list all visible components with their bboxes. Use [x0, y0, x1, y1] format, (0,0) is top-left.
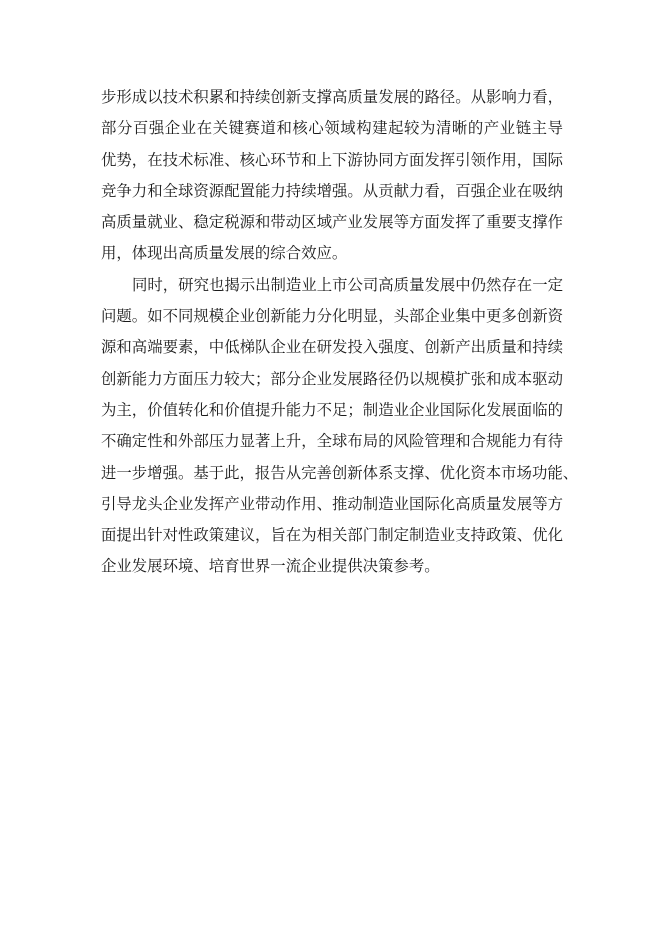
- paragraph-2-line-3: 源和高端要素，中低梯队企业在研发投入强度、创新产出质量和持续: [101, 338, 563, 357]
- paragraph-2-line-10: 企业发展环境、培育世界一流企业提供决策参考。: [101, 557, 440, 576]
- paragraph-1-line-1: 步形成以技术积累和持续创新支撑高质量发展的路径。从影响力看，: [101, 88, 563, 106]
- paragraph-2-line-2: 问题。如不同规模企业创新能力分化明显，头部企业集中更多创新资: [101, 307, 563, 326]
- paragraph-1-line-6: 用，体现出高质量发展的综合效应。: [101, 244, 348, 263]
- paragraph-1-line-3: 优势，在技术标准、核心环节和上下游协同方面发挥引领作用，国际: [101, 150, 563, 169]
- paragraph-2-line-5: 为主，价值转化和价值提升能力不足；制造业企业国际化发展面临的: [101, 400, 563, 419]
- paragraph-2-line-1: 同时，研究也揭示出制造业上市公司高质量发展中仍然存在一定: [132, 275, 563, 294]
- paragraph-2-line-9: 面提出针对性政策建议，旨在为相关部门制定制造业支持政策、优化: [101, 526, 563, 545]
- paragraph-2: [101, 270, 579, 583]
- paragraph-1-line-5: 高质量就业、稳定税源和带动区域产业发展等方面发挥了重要支撑作: [101, 213, 563, 232]
- paragraph-1: [101, 82, 563, 270]
- paragraph-2-line-7: 进一步增强。基于此，报告从完善创新体系支撑、优化资本市场功能、: [101, 463, 579, 482]
- document-body: [101, 82, 579, 583]
- paragraph-1-line-2: 部分百强企业在关键赛道和核心领域构建起较为清晰的产业链主导: [101, 119, 563, 138]
- paragraph-2-line-8: 引导龙头企业发挥产业带动作用、推动制造业国际化高质量发展等方: [101, 494, 563, 513]
- paragraph-2-line-6: 不确定性和外部压力显著上升，全球布局的风险管理和合规能力有待: [101, 432, 563, 451]
- paragraph-2-line-4: 创新能力方面压力较大；部分企业发展路径仍以规模扩张和成本驱动: [101, 369, 563, 388]
- paragraph-1-line-4: 竞争力和全球资源配置能力持续增强。从贡献力看，百强企业在吸纳: [101, 181, 563, 200]
